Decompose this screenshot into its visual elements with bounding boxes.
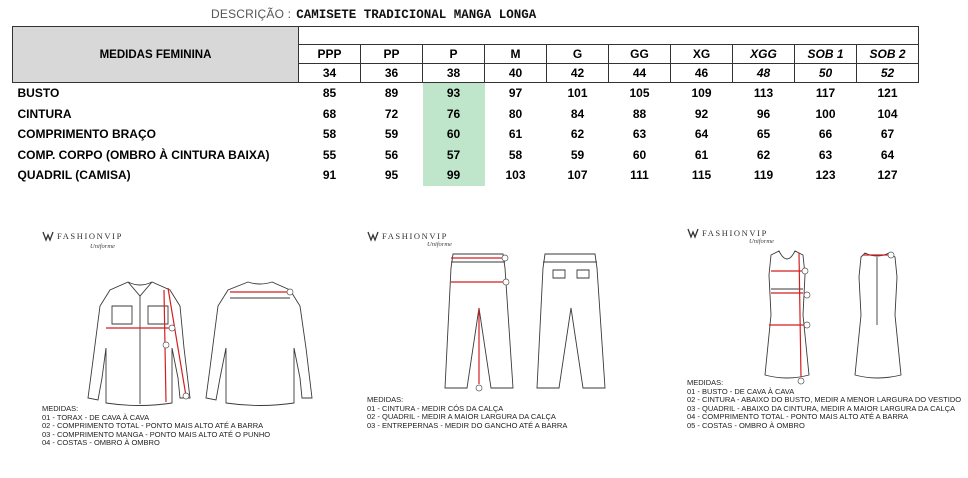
measure-cell: 62 [570, 127, 585, 142]
measure-cell: 65 [756, 127, 771, 142]
pants-note: 01 - CINTURA - MEDIR CÓS DA CALÇA [367, 403, 504, 413]
measure-cell: 60 [632, 147, 647, 162]
dress-front [765, 251, 810, 384]
brand-name: FASHIONVIP [702, 228, 768, 238]
measure-cell: 63 [818, 147, 833, 162]
table-row [13, 124, 919, 145]
measure-cell: 111 [630, 168, 649, 183]
size-header: P [423, 45, 485, 64]
size-number: 44 [609, 64, 671, 83]
row-label: COMPRIMENTO BRAÇO [17, 127, 156, 142]
row-label: COMP. CORPO (OMBRO À CINTURA BAIXA) [17, 147, 270, 162]
measure-cell: 84 [570, 106, 585, 121]
shirt-notes [42, 404, 271, 448]
measure-cell: 60 [423, 124, 485, 145]
measure-cell: 66 [818, 127, 833, 142]
description-line [211, 7, 536, 25]
size-number: 46 [671, 64, 733, 83]
row-label: CINTURA [17, 106, 72, 121]
pants-illustration [365, 228, 615, 433]
measure-cell: 59 [384, 127, 399, 142]
dress-note: 04 - COMPRIMENTO TOTAL - PONTO MAIS ALTO ATÉ A BARRA [687, 412, 909, 422]
pants-back [537, 254, 605, 388]
dress-illustration [685, 225, 962, 435]
measure-cell: 67 [880, 127, 895, 142]
measure-cell: 55 [322, 147, 337, 162]
table-title: MEDIDAS FEMININA [99, 48, 212, 61]
measure-cell: 56 [384, 147, 399, 162]
size-header: M [485, 45, 547, 64]
dress-notes-heading: MEDIDAS: [687, 378, 724, 387]
row-label: QUADRIL (CAMISA) [17, 168, 131, 183]
measure-cell: 105 [629, 86, 650, 101]
pants-note: 02 - QUADRIL - MEDIR A MAIOR LARGURA DA CALÇA [367, 412, 556, 422]
shirt-note: 04 - COSTAS - OMBRO À OMBRO [42, 438, 160, 448]
measure-cell: 113 [753, 86, 774, 101]
pants-notes [367, 395, 568, 430]
size-header: XG [671, 45, 733, 64]
table-row [13, 83, 919, 104]
table-row [13, 165, 919, 186]
dress-drawing [685, 245, 955, 395]
size-number: 36 [361, 64, 423, 83]
measure-cell: 104 [877, 106, 898, 121]
table-row [13, 145, 919, 166]
measure-cell: 107 [567, 168, 588, 183]
description-label: DESCRIÇÃO : [211, 7, 292, 21]
measure-cell: 97 [508, 86, 523, 101]
measure-cell: 89 [384, 86, 399, 101]
brand-sub: Uniforme [749, 238, 774, 245]
pants-note: 03 - ENTREPERNAS - MEDIR DO GANCHO ATÉ A BARRA [367, 420, 568, 430]
measure-cell: 64 [694, 127, 709, 142]
measure-cell: 58 [508, 147, 523, 162]
measure-cell: 99 [423, 165, 485, 186]
measure-cell: 117 [815, 86, 836, 101]
size-number: 34 [299, 64, 361, 83]
size-number: 42 [547, 64, 609, 83]
measure-cell: 63 [632, 127, 647, 142]
brand-sub: Uniforme [90, 243, 115, 250]
measure-cell: 91 [322, 168, 337, 183]
size-number: 38 [423, 64, 485, 83]
brand-mark-icon [367, 230, 379, 242]
measure-cell: 85 [322, 86, 337, 101]
size-header: G [547, 45, 609, 64]
size-header: SOB 2 [857, 45, 919, 64]
dress-note: 01 - BUSTO - DE CAVA À CAVA [687, 386, 795, 396]
shirt-brand-logo [42, 230, 123, 242]
measure-cell: 96 [756, 106, 771, 121]
measure-cell: 121 [877, 86, 898, 101]
dress-note: 02 - CINTURA - ABAIXO DO BUSTO, MEDIR A MENOR LARGURA DO VESTIDO [687, 395, 962, 405]
row-label: BUSTO [17, 86, 60, 101]
measure-cell: 95 [384, 168, 399, 183]
size-header: PPP [299, 45, 361, 64]
size-header: GG [609, 45, 671, 64]
dress-note: 05 - COSTAS - OMBRO À OMBRO [687, 420, 805, 430]
brand-name: FASHIONVIP [382, 231, 448, 241]
pants-front [445, 254, 513, 391]
size-header: SOB 1 [795, 45, 857, 64]
measure-cell: 61 [694, 147, 709, 162]
size-number: 48 [733, 64, 795, 83]
measure-cell: 62 [756, 147, 771, 162]
measure-cell: 64 [880, 147, 895, 162]
pants-notes-heading: MEDIDAS: [367, 395, 404, 404]
pants-drawing [365, 248, 615, 393]
size-number: 40 [485, 64, 547, 83]
measure-cell: 61 [508, 127, 523, 142]
measure-cell: 127 [877, 168, 898, 183]
measure-cell: 109 [691, 86, 712, 101]
measure-cell: 72 [384, 106, 399, 121]
shirt-drawing [40, 248, 340, 420]
measure-cell: 103 [505, 168, 526, 183]
shirt-note: 03 - COMPRIMENTO MANGA - PONTO MAIS ALTO ATÉ O PUNHO [42, 429, 271, 439]
shirt-note: 01 - TORAX - DE CAVA À CAVA [42, 412, 150, 422]
header-spacer [299, 27, 919, 45]
size-header: XGG [733, 45, 795, 64]
shirt-note: 02 - COMPRIMENTO TOTAL - PONTO MAIS ALTO ATÉ A BARRA [42, 421, 264, 431]
brand-mark-icon [42, 230, 54, 242]
shirt-illustration [40, 228, 340, 453]
shirt-back [206, 282, 312, 406]
shirt-front [88, 282, 190, 406]
measure-cell: 88 [632, 106, 647, 121]
size-number: 50 [795, 64, 857, 83]
brand-sub: Uniforme [427, 241, 452, 248]
measure-cell: 100 [815, 106, 836, 121]
dress-back [855, 252, 901, 378]
size-header: PP [361, 45, 423, 64]
size-number: 52 [857, 64, 919, 83]
measure-cell: 93 [423, 83, 485, 104]
table-row [13, 104, 919, 125]
dress-note: 03 - QUADRIL - ABAIXO DA CINTURA, MEDIR A MAIOR LARGURA DA CALÇA [687, 403, 956, 413]
brand-name: FASHIONVIP [57, 231, 123, 241]
measure-cell: 119 [753, 168, 774, 183]
measure-cell: 58 [322, 127, 337, 142]
measure-cell: 59 [570, 147, 585, 162]
measure-cell: 80 [508, 106, 523, 121]
measure-cell: 115 [691, 168, 712, 183]
description-value: CAMISETE TRADICIONAL MANGA LONGA [296, 8, 537, 22]
brand-mark-icon [687, 227, 699, 239]
measure-cell: 123 [815, 168, 836, 183]
measure-cell: 57 [423, 145, 485, 166]
measure-cell: 76 [423, 104, 485, 125]
table-title-cell [13, 27, 299, 83]
shirt-notes-heading: MEDIDAS: [42, 404, 79, 413]
measure-cell: 68 [322, 106, 337, 121]
measure-cell: 92 [694, 106, 709, 121]
size-table [12, 26, 919, 186]
measure-cell: 101 [567, 86, 588, 101]
dress-notes [687, 378, 962, 430]
